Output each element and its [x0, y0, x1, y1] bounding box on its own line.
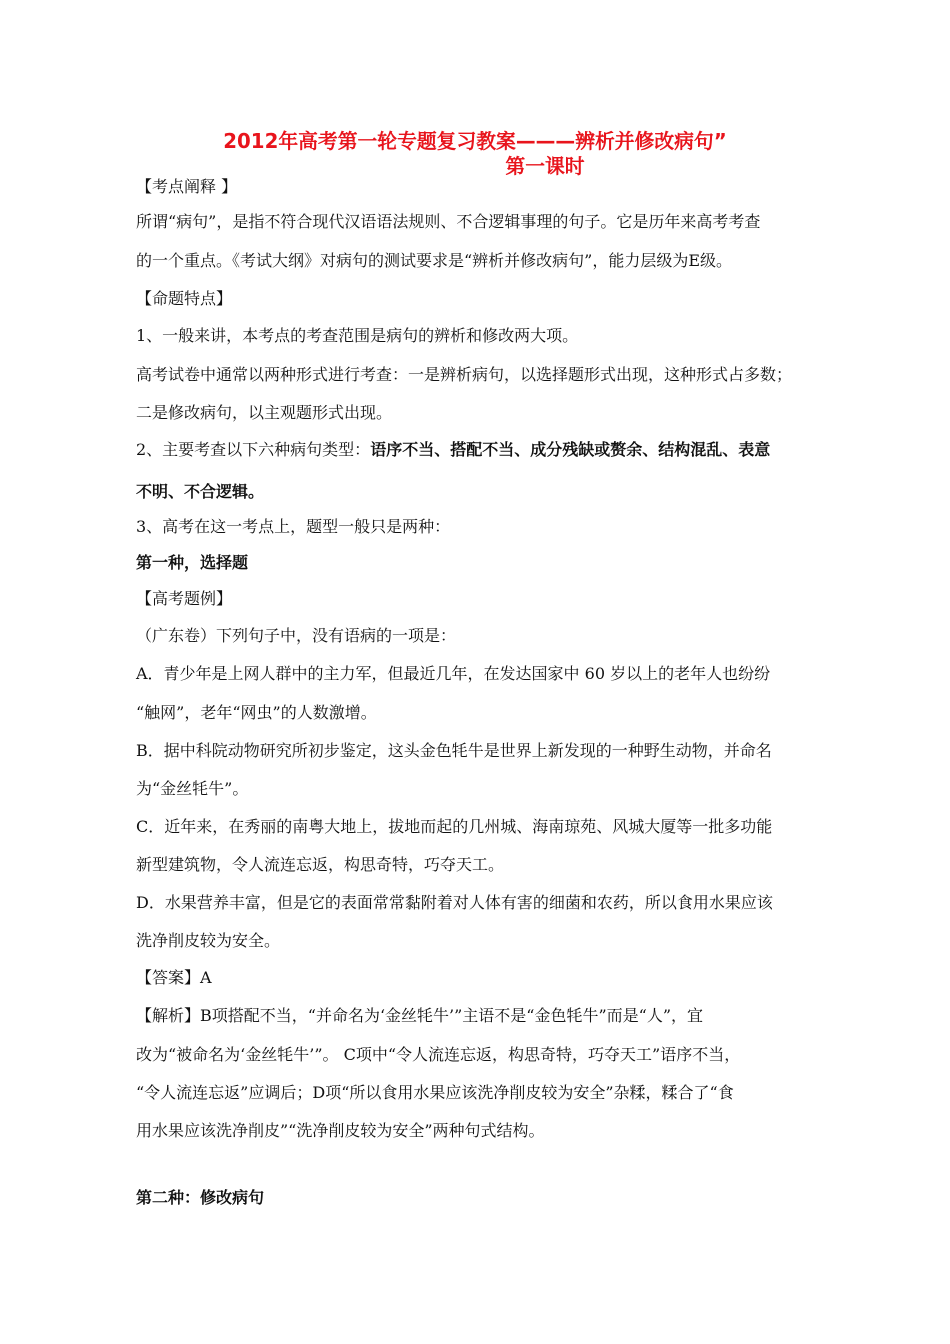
answer-line: 【答案】A [136, 968, 212, 987]
doc-title: 2012年高考第一轮专题复习教案———辨析并修改病句” [223, 129, 727, 153]
option-b-cont: 为“金丝牦牛”。 [136, 779, 249, 798]
bold-line: 不明、不合逻辑。 [136, 482, 265, 501]
paragraph-line: 的一个重点。《考试大纲》对病句的测试要求是“辨析并修改病句”，能力层级为E级。 [136, 251, 733, 270]
section-heading: 【高考题例】 [136, 589, 233, 608]
paragraph-line: 所谓“病句”，是指不符合现代汉语语法规则、不合逻辑事理的句子。它是历年来高考考查 [136, 212, 761, 231]
option-a-cont: “触网”，老年“网虫”的人数激增。 [136, 703, 377, 722]
paragraph-line: 高考试卷中通常以两种形式进行考查：一是辨析病句，以选择题形式出现，这种形式占多数； [136, 365, 793, 384]
section-heading: 【考点阐释 】 [136, 177, 238, 196]
analysis-line: 用水果应该洗净削皮”“洗净削皮较为安全”两种句式结构。 [136, 1121, 545, 1140]
paragraph-line: 二是修改病句，以主观题形式出现。 [136, 403, 393, 422]
option-d-cont: 洗净削皮较为安全。 [136, 931, 281, 950]
paragraph-text: 2、主要考查以下六种病句类型： [136, 440, 371, 459]
option-d: D．水果营养丰富，但是它的表面常常黏附着对人体有害的细菌和农药，所以食用水果应该 [136, 893, 773, 912]
analysis-line: “令人流连忘返”应调后；D项“所以食用水果应该洗净削皮较为安全”杂糅，糅合了“食 [136, 1083, 734, 1102]
option-b: B．据中科院动物研究所初步鉴定，这头金色牦牛是世界上新发现的一种野生动物，并命名 [136, 741, 772, 760]
doc-subtitle: 第一课时 [505, 154, 585, 178]
paragraph-line [136, 439, 770, 461]
analysis-line: 【解析】B项搭配不当，“并命名为‘金丝牦牛’”主语不是“金色牦牛”而是“人”，宜 [136, 1006, 704, 1025]
option-a: A．青少年是上网人群中的主力军，但最近几年，在发达国家中 60 岁以上的老年人也纷纷 [136, 664, 771, 683]
subsection-heading: 第一种，选择题 [136, 553, 249, 572]
subsection-heading: 第二种：修改病句 [136, 1188, 265, 1207]
section-heading: 【命题特点】 [136, 289, 233, 308]
paragraph-line: 1、一般来讲，本考点的考查范围是病句的辨析和修改两大项。 [136, 326, 579, 345]
question-stem: （广东卷）下列句子中，没有语病的一项是： [136, 626, 457, 645]
paragraph-line: 3、高考在这一考点上，题型一般只是两种： [136, 517, 451, 536]
analysis-line: 改为“被命名为‘金丝牦牛’”。 C项中“令人流连忘返，构思奇特，巧夺天工”语序不当， [136, 1045, 741, 1064]
option-c-cont: 新型建筑物，令人流连忘返，构思奇特，巧夺天工。 [136, 855, 505, 874]
option-c: C．近年来，在秀丽的南粤大地上，拔地而起的几州城、海南琼苑、风城大厦等一批多功能 [136, 817, 773, 836]
bold-text: 语序不当、搭配不当、成分残缺或赘余、结构混乱、表意 [370, 440, 771, 459]
